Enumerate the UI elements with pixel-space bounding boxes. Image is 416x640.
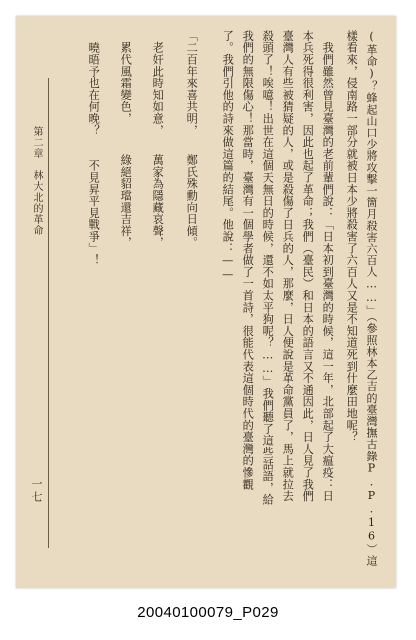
document-page: [16, 16, 396, 588]
body-column-4: 本兵死得很利害，因此也起了革命；我們（臺民）和日本的語言又不通因此，日人見了我們: [301, 30, 315, 502]
page-number: 一七: [30, 478, 43, 504]
body-column-1: (革命)？蜂起山口少將攻擊一箇月殺害六百人……」（參照林本乙吉的臺灣撫古錄P.P.16）這: [365, 30, 378, 567]
chapter-header: 第二章 林大北的革命: [31, 126, 42, 236]
body-column-7: 我們的無限傷心！那當時，臺灣有一個學者做了一首詩，很能代表這個時代的臺灣的慘觀: [241, 30, 255, 491]
poem-line-4: 曉晤予也在何晚？ 不見昇平見戰爭」！: [87, 30, 101, 266]
body-column-3: 我們雖然曾見臺灣的老前輩們說：「日本初到臺灣的時候，這一年，北部起了大瘟疫：日: [321, 30, 335, 502]
header-divider: [48, 78, 49, 548]
image-caption: 20040100079_P029: [137, 604, 279, 621]
body-column-6: 殺頭了！唉噫！出世在這個天無日的時候，還不如太平狗呢？……」我們聽了這些話語，給: [261, 30, 275, 506]
body-column-5: 臺灣人有些被猜疑的人，或是殺傷了日兵的人，那麼，日人便說是革命黨員了，馬上就拉去: [281, 30, 295, 502]
poem-line-1: 「二百年來喜共明， 鄭氏殊勳向日傾。: [185, 30, 199, 249]
poem-line-2: 老奸此時知如意， 萬家為隱藏哀聲，: [151, 30, 165, 249]
body-column-2: 樣看來，侵南路一部分就被日本少將殺害了六百人又是不知道死到什麼田地呢？: [345, 30, 359, 443]
body-column-8: 了。我們引他的詩來做這篇的結尾。他說：——: [221, 30, 235, 282]
poem-line-3: 累代風霜變色， 綠絕貂璫還吉祥，: [119, 30, 133, 249]
